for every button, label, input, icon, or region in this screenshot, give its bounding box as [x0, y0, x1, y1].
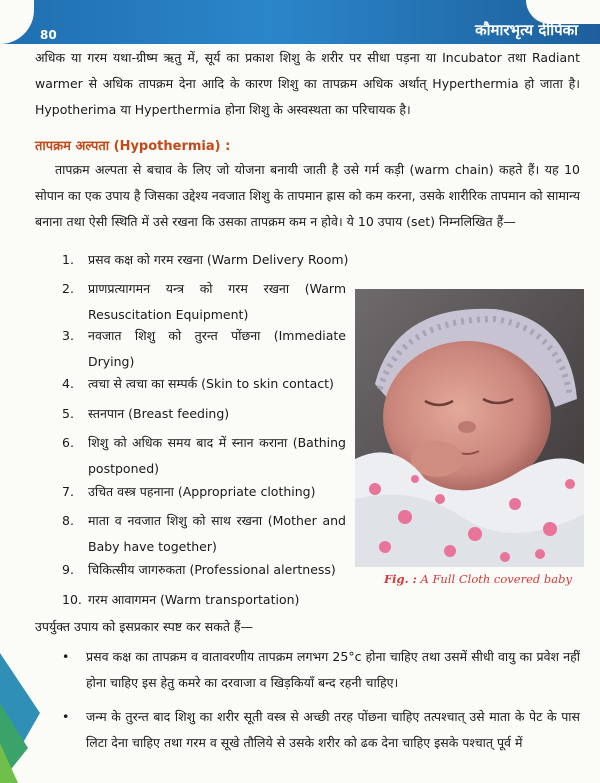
list-text: प्राणप्रत्यागमन यन्त्र को गरम रखना (Warm Resuscitation Equipment): [88, 281, 346, 322]
list-item: [62, 557, 336, 583]
list-text: उचित वस्त्र पहनाना (Appropriate clothing): [88, 484, 316, 499]
section-heading: तापक्रम अल्पता (Hypothermia) :: [35, 139, 231, 154]
list-text: त्वचा से त्वचा का सम्पर्क (Skin to skin contact): [88, 376, 334, 391]
baby-photo: [355, 289, 584, 567]
bullet-item: [62, 704, 580, 756]
list-number: 10.: [62, 592, 82, 607]
bullet-text: जन्म के तुरन्त बाद शिशु का शरीर सूती वस्त्र से अच्छी तरह पोंछना चाहिए तत्पश्चात् उसे माता के पेट के पास लिटा देना चाहिए तथा गरम व सूखे तौलिये से उसके शरीर को ढक देना चाहिए इसके पश्चात् पूर्व में: [86, 709, 580, 750]
bullet-dot: •: [62, 709, 70, 724]
explain-intro: उपर्युक्त उपाय को इसप्रकार स्पष्ट कर सकते हैं—: [35, 619, 254, 634]
list-number: 5.: [62, 406, 74, 421]
intro-paragraph: अधिक या गरम यथा-ग्रीष्म ऋतु में, सूर्य का प्रकाश शिशु के शरीर पर सीधा पड़ना या Incubator तथा Radiant warmer से अधिक तापक्रम देना आदि के कारण शिशु का तापक्रम अधिक अर्थात् Hyperthermia हो जाता है। Hypotherima या Hyperthermia होना शिशु के अस्वस्थता का परिचायक है।: [35, 50, 580, 117]
bullet-dot: •: [62, 649, 70, 664]
list-text: चिकित्सीय जागरुकता (Professional alertness): [88, 562, 336, 577]
section-paragraph: तापक्रम अल्पता से बचाव के लिए जो योजना बनायी जाती है उसे गर्म कड़ी (warm chain) कहते हैं। यह 10 सोपान का एक उपाय है जिसका उद्देश्य नवजात शिशु के तापमान ह्रास को कम करना, उसके शारीरिक तापमान को सामान्य बनाना तथा ऐसी स्थिति में उसे रखना कि उसका तापक्रम कम न होवे। ये 10 उपाय (set) निम्नलिखित हैं—: [35, 162, 580, 229]
list-text: माता व नवजात शिशु को साथ रखना (Mother and Baby have together): [88, 513, 346, 554]
list-number: 1.: [62, 252, 74, 267]
list-number: 3.: [62, 328, 74, 343]
book-title: कौमारभृत्य दीपिका: [475, 21, 578, 39]
list-item: [62, 323, 350, 375]
figure-caption-text: A Full Cloth covered baby: [420, 572, 572, 586]
list-text: नवजात शिशु को तुरन्त पोंछना (Immediate Drying): [88, 328, 346, 369]
list-number: 8.: [62, 513, 74, 528]
list-item: [62, 276, 350, 328]
list-text: शिशु को अधिक समय बाद में स्नान कराना (Bathing postponed): [88, 435, 346, 476]
list-item: [62, 401, 229, 427]
list-item: [62, 371, 334, 397]
list-number: 6.: [62, 435, 74, 450]
list-text: गरम आवागमन (Warm transportation): [88, 592, 300, 607]
list-item: [62, 430, 350, 482]
list-text: प्रसव कक्ष को गरम रखना (Warm Delivery Room): [88, 252, 349, 267]
list-item: [62, 508, 350, 560]
figure-label: Fig. :: [384, 572, 417, 586]
list-number: 9.: [62, 562, 74, 577]
list-number: 4.: [62, 376, 74, 391]
bullet-item: [62, 644, 580, 696]
figure-caption: [384, 572, 572, 586]
list-item: [62, 479, 315, 505]
list-item: [62, 247, 348, 273]
list-text: स्तनपान (Breast feeding): [88, 406, 230, 421]
list-number: 2.: [62, 281, 74, 296]
list-item: [62, 587, 299, 613]
list-number: 7.: [62, 484, 74, 499]
page-number: 80: [40, 28, 57, 42]
bullet-text: प्रसव कक्ष का तापक्रम व वातावरणीय तापक्रम लगभग 25°c होना चाहिए तथा उसमें सीधी वायु का प्रवेश नहीं होना चाहिए इस हेतु कमरे का दरवाजा व खिड़कियाँ बन्द रहनी चाहिए।: [86, 649, 580, 690]
decorative-corner: [0, 653, 60, 783]
baby-illustration: [355, 289, 584, 567]
